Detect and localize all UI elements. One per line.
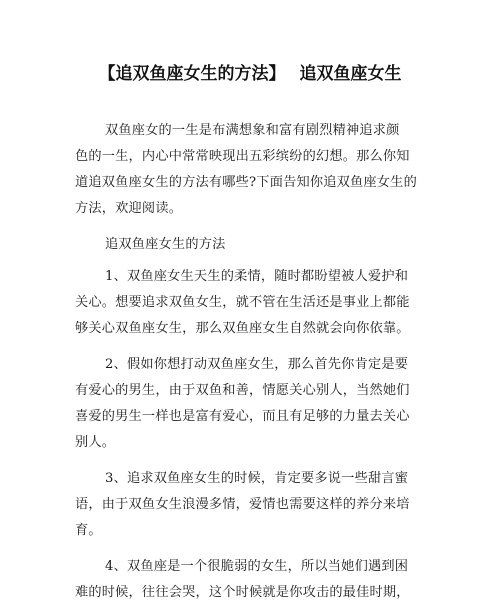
page-title <box>0 62 500 86</box>
text-line: 3、追求双鱼座女生的时候，肯定要多说一些甜言蜜 <box>105 471 409 486</box>
document-body <box>75 118 435 616</box>
text-line: 追双鱼座女生的方法 <box>105 237 226 252</box>
text-line: 道追双鱼座女生的方法有哪些?下面告知你追双鱼座女生的 <box>75 175 417 190</box>
section-heading <box>75 232 435 258</box>
list-item <box>75 554 435 606</box>
intro-paragraph <box>75 118 435 222</box>
text-line: 双鱼座女的一生是布满想象和富有剧烈精神追求颜 <box>105 123 400 138</box>
text-line: 关心。想要追求双鱼女生，就不管在生活还是事业上都能 <box>75 295 410 310</box>
text-line: 育。 <box>75 523 102 538</box>
list-item <box>75 264 435 342</box>
text-line: 难的时候，往往会哭，这个时候就是你攻击的最佳时期， <box>75 585 410 600</box>
text-line: 语，由于双鱼女生浪漫多情，爱情也需要这样的养分来培 <box>75 497 410 512</box>
text-line: 喜爱的男生一样也是富有爱心，而且有足够的力量去关心 <box>75 409 410 424</box>
text-line: 2、假如你想打动双鱼座女生，那么首先你肯定是要 <box>105 357 409 372</box>
list-item <box>75 466 435 544</box>
text-line: 够关心双鱼座女生，那么双鱼座女生自然就会向你依靠。 <box>75 321 410 336</box>
list-item <box>75 352 435 456</box>
text-line: 别人。 <box>75 435 116 450</box>
text-line: 有爱心的男生，由于双鱼和善，情愿关心别人，当然她们 <box>75 383 410 398</box>
text-line: 方法，欢迎阅读。 <box>75 201 183 216</box>
text-line: 1、双鱼座女生天生的柔情，随时都盼望被人爱护和 <box>105 269 409 284</box>
text-line: 4、双鱼座是一个很脆弱的女生，所以当她们遇到困 <box>105 559 409 574</box>
text-line: 色的一生，内心中常常映现出五彩缤纷的幻想。那么你知 <box>75 149 410 164</box>
title-part-2: 追双鱼座女生 <box>299 64 402 84</box>
title-part-1: 【追双鱼座女生的方法】 <box>98 64 286 84</box>
